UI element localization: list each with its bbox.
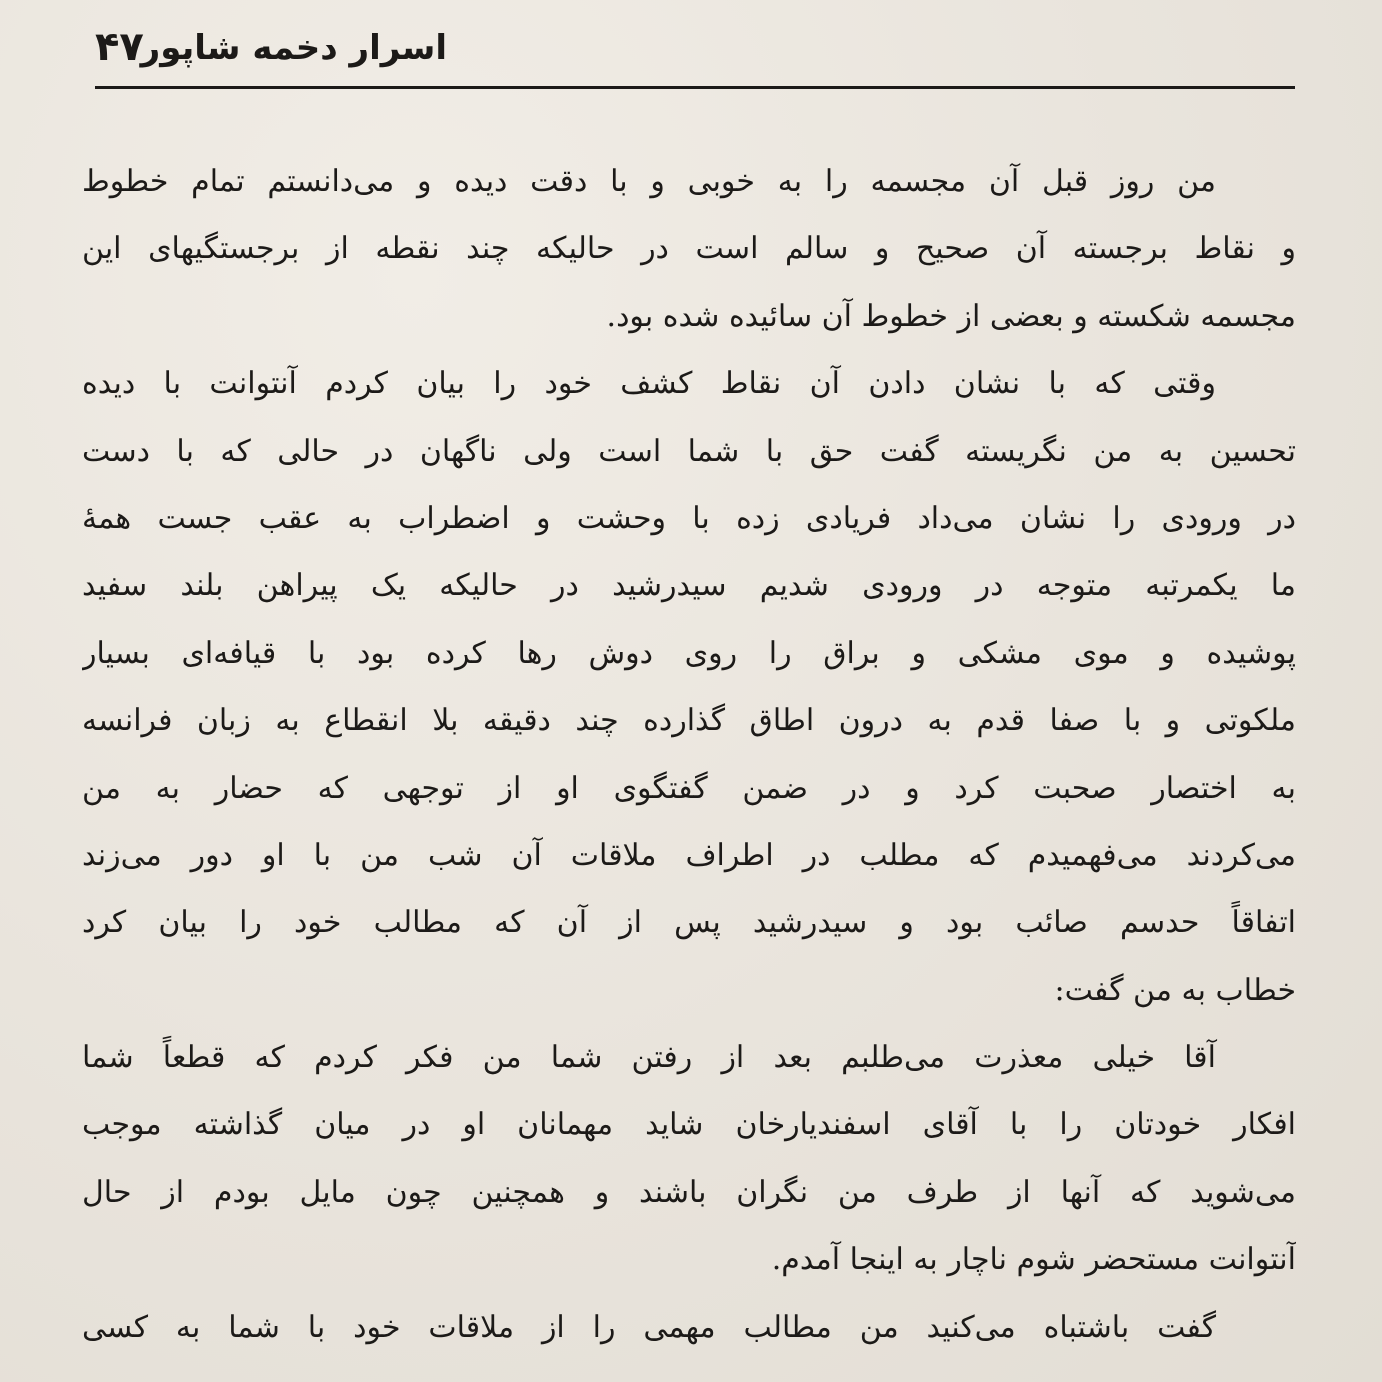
text-line: مجسمه شکسته و بعضی از خطوط آن سائیده شده بود. [606,298,1296,334]
running-header-title: اسرار دخمه شاپور [140,28,447,68]
text-line: ما یکمرتبه متوجه در ورودی شدیم سیدرشید در حالیکه یک پیراهن بلند سفید [82,568,1296,604]
text-line: می‌کردند می‌فهمیدم که مطلب در اطراف ملاقات آن شب من با او دور می‌زند [82,837,1296,873]
text-line: و نقاط برجسته آن صحیح و سالم است در حالیکه چند نقطه از برجستگیهای این [82,231,1296,267]
text-line: آنتوانت مستحضر شوم ناچار به اینجا آمدم. [771,1242,1296,1278]
text-line: ملکوتی و با صفا قدم به درون اطاق گذارده چند دقیقه بلا انقطاع به زبان فرانسه [82,703,1296,739]
text-line: خطاب به من گفت: [1054,972,1296,1008]
body-text [82,148,1296,1361]
text-line: وقتی که با نشان دادن آن نقاط کشف خود را بیان کردم آنتوانت با دیده [82,366,1216,402]
text-line: من روز قبل آن مجسمه را به خوبی و با دقت دیده و می‌دانستم تمام خطوط [82,164,1216,199]
page-number: ۴۷ [95,24,144,70]
text-line: به اختصار صحبت کرد و در ضمن گفتگوی او از توجهی که حضار به من [82,770,1296,806]
header-rule [95,86,1295,89]
running-header [95,22,1295,86]
text-line: تحسین به من نگریسته گفت حق با شما است ولی ناگهان در حالی که با دست [82,433,1296,469]
text-line: گفت باشتباه می‌کنید من مطالب مهمی را از ملاقات خود با شما به کسی [82,1309,1216,1345]
text-line: آقا خیلی معذرت می‌طلبم بعد از رفتن شما من فکر کردم که قطعاً شما [82,1040,1216,1076]
text-line: افکار خودتان را با آقای اسفندیارخان شاید مهمانان او در میان گذاشته موجب [82,1107,1296,1143]
text-line: می‌شوید که آنها از طرف من نگران باشند و همچنین چون مایل بودم از حال [82,1174,1296,1210]
text-line: اتفاقاً حدسم صائب بود و سیدرشید پس از آن که مطالب خود را بیان کرد [82,905,1296,941]
text-line: در ورودی را نشان می‌داد فریادی زده با وحشت و اضطراب به عقب جست همهٔ [82,500,1296,536]
text-line: پوشیده و موی مشکی و براق را روی دوش رها کرده بود با قیافه‌ای بسیار [82,635,1296,671]
